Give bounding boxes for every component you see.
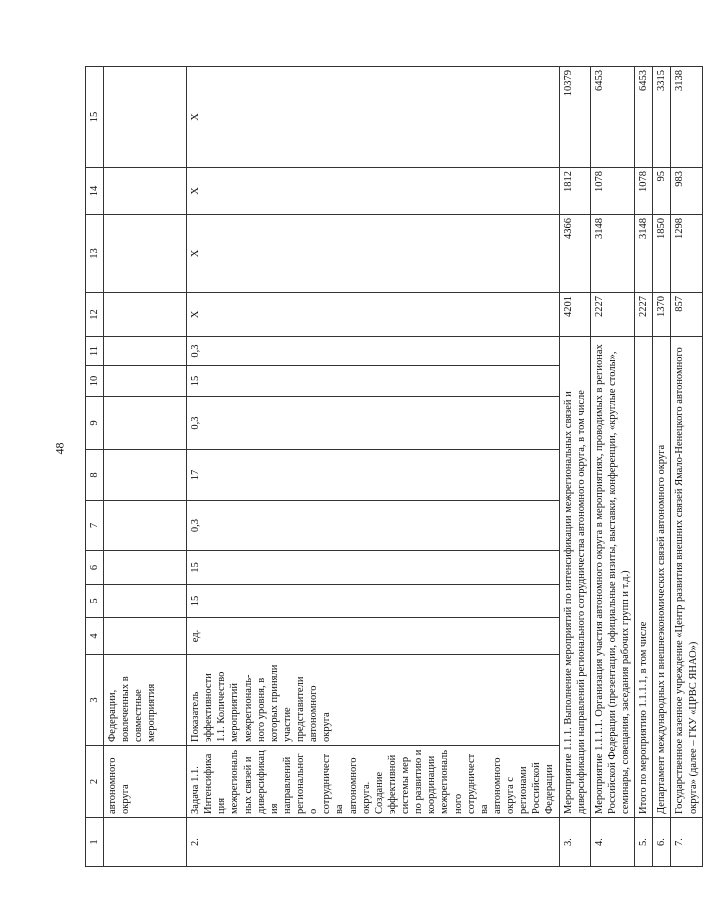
table-row [653,67,671,867]
value-cell: 6453 [635,67,653,168]
table-cell: автономного округа [104,746,187,818]
header-cell: 2 [86,746,104,818]
task-text: Задача 1.1. Интенсификация межрегиональных связей и диверсификация направлений регионального сотрудничества автономного округа. Создание эффективной системы мер по развитию и координации межрегионального сотрудничества автономного округа с регионами Российской Федерации [187,746,560,818]
value-cell: 15 [187,551,560,585]
indicator-text: Показатель эффективности 1.1. Количество мероприятий межрегиональ-ного уровня, в которых приняли участие представители автономного округа [187,655,560,746]
table-row [635,67,653,867]
value-cell: 17 [187,450,560,501]
row-number: 6. [653,818,671,867]
measure-text: Итого по мероприятию 1.1.1.1, в том числе [635,337,653,818]
header-cell: 15 [86,67,104,168]
value-cell: Х [187,215,560,293]
row-number: 2. [187,818,560,867]
header-cell: 10 [86,366,104,397]
measure-text: Государственное казенное учреждение «Центр развития внешних связей Ямало-Ненецкого автономного округа» (далее – ГКУ «ЦРВС ЯНАО») [671,337,702,818]
table-row [671,67,702,867]
table-cell [104,551,187,585]
header-cell: 1 [86,818,104,867]
header-cell: 11 [86,337,104,366]
value-cell: 0,3 [187,501,560,551]
table-row [187,67,560,867]
table-cell [104,293,187,337]
value-cell: 4201 [559,293,590,337]
value-cell: 1812 [559,168,590,215]
table-row [104,67,187,867]
measure-text: Департамент международных и внешнеэкономических связей автономного округа [653,337,671,818]
table-cell [104,337,187,366]
value-cell: Х [187,67,560,168]
value-cell: 3148 [590,215,634,293]
value-cell: 3148 [635,215,653,293]
value-cell: 1298 [671,215,702,293]
value-cell: 1850 [653,215,671,293]
value-cell: 95 [653,168,671,215]
header-cell: 12 [86,293,104,337]
value-cell: 0,3 [187,337,560,366]
value-cell: 15 [187,366,560,397]
row-number: 7. [671,818,702,867]
header-cell: 6 [86,551,104,585]
table-cell [104,618,187,655]
header-cell: 8 [86,450,104,501]
row-number: 4. [590,818,634,867]
header-cell: 3 [86,655,104,746]
value-cell: 15 [187,585,560,618]
row-number: 3. [559,818,590,867]
value-cell: 1370 [653,293,671,337]
value-cell: Х [187,293,560,337]
value-cell: Х [187,168,560,215]
value-cell: 1078 [590,168,634,215]
measure-text: Мероприятие 1.1.1. Выполнение мероприятий по интенсификации межрегиональных связей и диверсификации направлений регионального сотрудничества автономного округа, в том числе [559,337,590,818]
measures-table [85,66,703,867]
table-cell [104,215,187,293]
table-cell [104,67,187,168]
value-cell: 2227 [635,293,653,337]
table-row [559,67,590,867]
value-cell: 2227 [590,293,634,337]
value-cell: 857 [671,293,702,337]
header-cell: 13 [86,215,104,293]
unit-cell: ед. [187,618,560,655]
value-cell: 1078 [635,168,653,215]
value-cell: 0,3 [187,397,560,450]
header-cell: 9 [86,397,104,450]
value-cell: 3138 [671,67,702,168]
table-cell [104,585,187,618]
table-row [590,67,634,867]
measure-text: Мероприятие 1.1.1.1. Организация участия автономного округа в мероприятиях, проводимых в регионах Российской Федерации (презентации, официальные визиты, выставки, конференции, «круглые столы», семинары, совещания, заседания рабочих групп и т.д.) [590,337,634,818]
table-cell [104,450,187,501]
value-cell: 983 [671,168,702,215]
row-number: 5. [635,818,653,867]
value-cell: 6453 [590,67,634,168]
value-cell: 10379 [559,67,590,168]
rotated-page [85,67,699,867]
header-row [86,67,104,867]
value-cell: 4366 [559,215,590,293]
table-cell [104,397,187,450]
page-number: 48 [52,442,67,455]
header-cell: 7 [86,501,104,551]
header-cell: 5 [86,585,104,618]
header-cell: 14 [86,168,104,215]
value-cell: 3315 [653,67,671,168]
table-cell [104,366,187,397]
table-cell [104,501,187,551]
table-cell [104,818,187,867]
table-cell [104,168,187,215]
table-cell: Федерации, вовлеченных в совместные мероприятия [104,655,187,746]
header-cell: 4 [86,618,104,655]
